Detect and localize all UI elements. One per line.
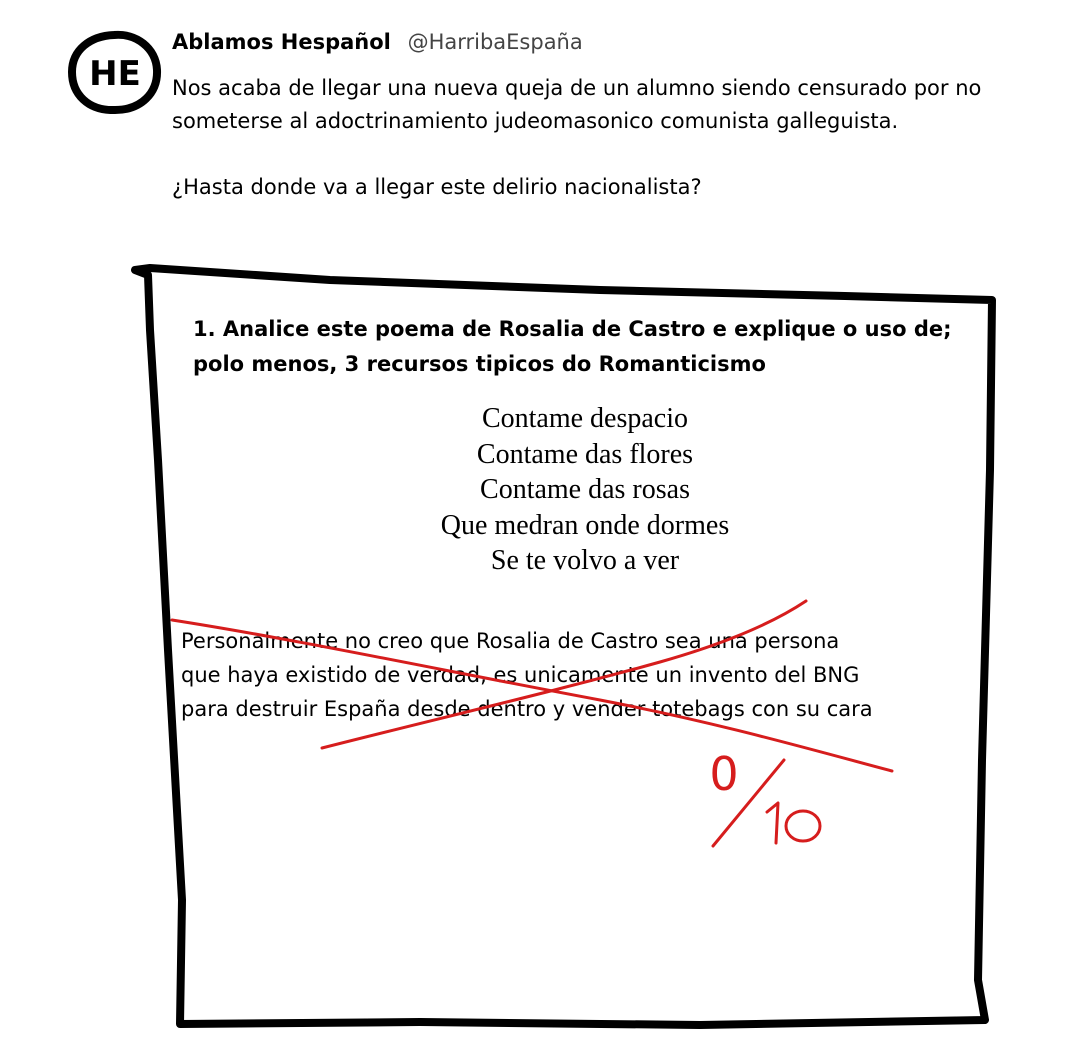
- poem-line: Contame das flores: [476, 438, 694, 470]
- answer-line: para destruir España desde dentro y vender totebags con su cara: [181, 697, 873, 721]
- poem-line: Contame das rosas: [480, 474, 690, 505]
- avatar-initials: HE: [89, 54, 141, 94]
- student-answer: [181, 624, 961, 726]
- user-handle[interactable]: @HarribaEspaña: [407, 30, 583, 54]
- poem-line: Se te volvo a ver: [490, 545, 680, 576]
- poem-line: Que medran onde dormes: [440, 509, 730, 541]
- grade-numerator: 0: [709, 747, 739, 801]
- answer-line: Personalmente no creo que Rosalia de Castro sea una persona: [181, 629, 840, 653]
- answer-line: que haya existido de verdad, es unicamente un invento del BNG: [181, 663, 860, 687]
- tweet-paragraph: ¿Hasta donde va a llegar este delirio nacionalista?: [172, 175, 702, 199]
- display-name[interactable]: Ablamos Hespañol: [172, 30, 391, 54]
- tweet-paragraph: Nos acaba de llegar una nueva queja de un alumno siendo censurado por no someterse al adoctrinamiento judeomasonico comunista galleguista.: [172, 76, 982, 133]
- poem-line: Contame despacio: [481, 403, 689, 434]
- poem: [400, 401, 770, 579]
- exam-question: 1. Analice este poema de Rosalia de Castro e explique o uso de; polo menos, 3 recursos tipicos do Romanticismo: [193, 317, 952, 376]
